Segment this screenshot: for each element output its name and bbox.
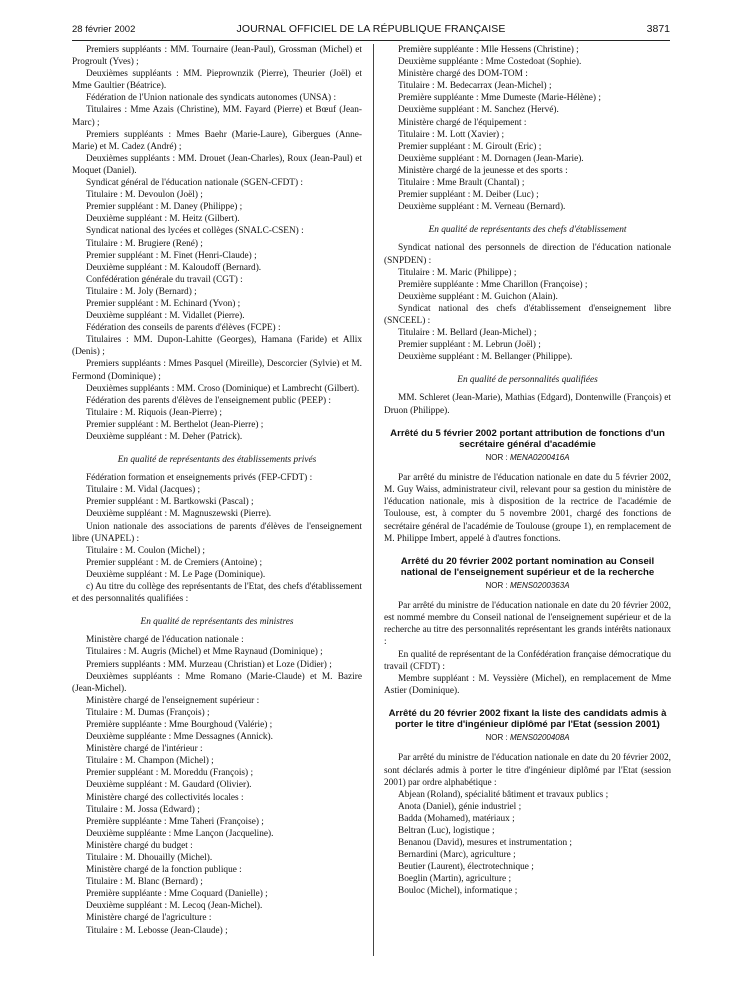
- text-line: Ministère chargé de l'agriculture :: [86, 913, 212, 924]
- text-line: Deuxième suppléant : M. Kaloudoff (Bernard).: [86, 262, 262, 273]
- text-line: Titulaire : M. Bellard (Jean-Michel) ;: [398, 328, 537, 339]
- text-line: Fédération des conseils de parents d'élèves (FCPE) :: [86, 323, 281, 334]
- text-line: c) Au titre du collège des représentants de l'Etat, des chefs d'établissement et des personnalités qualifiées :: [72, 582, 362, 605]
- text-line: Titulaire : M. Jossa (Edward) ;: [86, 804, 200, 815]
- nor-label: NOR :: [485, 581, 508, 591]
- text-line: Premier suppléant : M. de Cremiers (Antoine) ;: [86, 557, 263, 568]
- text-line: Premiers suppléants : MM. Murzeau (Christian) et Loze (Didier) ;: [86, 659, 332, 670]
- text-line: Fédération formation et enseignements privés (FEP-CFDT) :: [86, 473, 313, 484]
- text-line: Première suppléante : Mlle Hessens (Christine) ;: [398, 45, 579, 55]
- list-item: Anota (Daniel), génie industriel ;: [398, 801, 522, 812]
- text-line: Fédération des parents d'élèves de l'enseignement public (PEEP) :: [86, 395, 332, 406]
- nor-reference: [384, 732, 671, 744]
- nor-code: MENS0200408A: [509, 733, 570, 743]
- arrete-paragraph: Par arrêté du ministre de l'éducation nationale en date du 20 février 2002, est nommé membre du Conseil national de l'enseignement supérieur et de la recherche au titre des personnalités représentant les grands intérêts nationaux :: [384, 601, 671, 648]
- text-line: Ministère chargé du budget :: [86, 840, 193, 851]
- nor-code: MENA0200416A: [509, 453, 570, 463]
- text-line: Ministère chargé des collectivités locales :: [86, 792, 244, 803]
- text-line: Titulaire : M. Lebosse (Jean-Claude) ;: [86, 925, 228, 936]
- list-item: Boeglin (Martin), agriculture ;: [398, 874, 512, 885]
- nor-label: NOR :: [485, 733, 508, 743]
- arrete-paragraph: En qualité de représentant de la Confédération française démocratique du travail (CFDT) :: [384, 649, 671, 672]
- arrete-paragraph: Membre suppléant : M. Veyssière (Michel), en remplacement de Mme Astier (Dominique).: [384, 673, 671, 696]
- right-column: [384, 44, 671, 898]
- text-line: Deuxième suppléant : M. Deher (Patrick).: [86, 432, 243, 442]
- text-line: Première suppléante : Mme Coquard (Danielle) ;: [86, 889, 268, 900]
- text-line: Titulaire : M. Maric (Philippe) ;: [398, 267, 517, 278]
- list-item: Beltran (Luc), logistique ;: [398, 826, 495, 836]
- text-line: Titulaire : M. Blanc (Bernard) ;: [86, 877, 203, 888]
- text-line: Premier suppléant : M. Lebrun (Joël) ;: [398, 340, 541, 351]
- text-line: Syndicat général de l'éducation nationale (SGEN-CFDT) :: [86, 178, 303, 189]
- arrete-title: Arrêté du 5 février 2002 portant attribution de fonctions d'un secrétaire général d'académie: [390, 427, 665, 450]
- text-line: Deuxième suppléant : M. Guichon (Alain).: [398, 291, 558, 302]
- text-line: Titulaire : M. Riquois (Jean-Pierre) ;: [86, 407, 222, 418]
- text-line: Union nationale des associations de parents d'élèves de l'enseignement libre (UNAPEL) :: [72, 521, 362, 544]
- text-line: Première suppléante : Mme Bourghoud (Valérie) ;: [86, 719, 273, 730]
- text-line: Confédération générale du travail (CGT) :: [86, 274, 243, 285]
- text-line: Deuxième suppléant : M. Sanchez (Hervé).: [398, 105, 559, 116]
- left-column: [72, 44, 362, 937]
- text-line: Deuxième suppléant : M. Magnuszewski (Pierre).: [86, 509, 272, 520]
- text-line: Deuxièmes suppléants : MM. Croso (Dominique) et Lambrecht (Gilbert).: [86, 383, 360, 394]
- column-divider: [373, 44, 374, 956]
- page-header: [72, 22, 670, 38]
- list-item: Benanou (David), mesures et instrumentation ;: [398, 838, 573, 849]
- text-line: Premier suppléant : M. Bartkowski (Pascal) ;: [86, 497, 254, 508]
- header-rule: [72, 40, 670, 41]
- text-line: Deuxième suppléant : M. Dornagen (Jean-Marie).: [398, 153, 584, 164]
- text-line: Deuxièmes suppléants : Mme Romano (Marie-Claude) et M. Bazire (Jean-Michel).: [72, 671, 362, 694]
- text-line: Premier suppléant : M. Deiber (Luc) ;: [398, 190, 539, 201]
- text-line: Premier suppléant : M. Berthelot (Jean-Pierre) ;: [86, 419, 264, 430]
- text-line: Titulaire : M. Vidal (Jacques) ;: [86, 485, 201, 496]
- text-line: Deuxième suppléant : M. Gaudard (Olivier).: [86, 780, 252, 791]
- text-line: Titulaires : Mme Azais (Christine), MM. Fayard (Pierre) et Bœuf (Jean-Marc) ;: [72, 105, 362, 128]
- text-line: Fédération de l'Union nationale des syndicats autonomes (UNSA) :: [86, 93, 337, 104]
- text-line: Premier suppléant : M. Giroult (Eric) ;: [398, 141, 542, 152]
- text-line: Deuxièmes suppléants : MM. Drouet (Jean-Charles), Roux (Jean-Paul) et Moquet (Daniel).: [72, 153, 362, 176]
- text-line: Titulaire : M. Devoulon (Joël) ;: [86, 190, 203, 201]
- text-line: MM. Schleret (Jean-Marie), Mathias (Edgard), Dontenwille (François) et Druon (Philippe).: [384, 393, 671, 416]
- text-line: Titulaire : M. Joly (Bernard) ;: [86, 286, 197, 297]
- text-line: Titulaire : M. Lott (Xavier) ;: [398, 129, 505, 140]
- list-item: Bernardini (Marc), agriculture ;: [398, 850, 516, 861]
- text-line: Deuxièmes suppléants : MM. Pieprownzik (Pierre), Theurier (Joël) et Mme Gaultier (Béatrice).: [72, 69, 362, 92]
- text-line: Ministère chargé de la jeunesse et des sports :: [398, 165, 568, 176]
- text-line: Deuxième suppléante : Mme Costedoat (Sophie).: [398, 57, 582, 68]
- text-line: Titulaire : M. Dumas (François) ;: [86, 707, 210, 718]
- nor-reference: [384, 452, 671, 464]
- text-line: Deuxième suppléant : M. Le Page (Dominique).: [86, 569, 266, 580]
- arrete-title: Arrêté du 20 février 2002 portant nomination au Conseil national de l'enseignement supérieur et de la recherche: [400, 555, 655, 578]
- section-heading-personnalites: En qualité de personnalités qualifiées: [457, 375, 598, 386]
- text-line: Titulaires : M. Augris (Michel) et Mme Raynaud (Dominique) ;: [86, 647, 323, 658]
- text-line: Syndicat national des personnels de direction de l'éducation nationale (SNPDEN) :: [384, 243, 671, 266]
- text-line: Ministère chargé de l'intérieur :: [86, 744, 203, 755]
- text-line: Titulaires : MM. Dupon-Lahitte (Georges), Hamana (Faride) et Allix (Denis) ;: [72, 335, 362, 358]
- nor-label: NOR :: [485, 453, 508, 463]
- text-line: Premiers suppléants : Mmes Pasquel (Mireille), Descorcier (Sylvie) et M. Fermond (Dominique) ;: [72, 359, 362, 382]
- text-line: Deuxième suppléant : M. Vidallet (Pierre).: [86, 311, 245, 322]
- nor-code: MENS0200363A: [509, 581, 570, 591]
- text-line: Titulaire : M. Brugiere (René) ;: [86, 238, 203, 249]
- list-item: Badda (Mohamed), matériaux ;: [398, 813, 515, 824]
- text-line: Premier suppléant : M. Echinard (Yvon) ;: [86, 298, 241, 309]
- page-number: 3871: [646, 23, 670, 35]
- text-line: Ministère chargé des DOM-TOM :: [398, 69, 528, 80]
- text-line: Premiers suppléants : Mmes Baehr (Marie-Laure), Gibergues (Anne-Marie) et M. Cadez (André) ;: [72, 129, 362, 152]
- text-line: Deuxième suppléant : M. Bellanger (Philippe).: [398, 352, 573, 363]
- text-line: Titulaire : M. Champon (Michel) ;: [86, 756, 214, 767]
- section-heading-ministres: En qualité de représentants des ministres: [140, 617, 294, 628]
- text-line: Premiers suppléants : MM. Tournaire (Jean-Paul), Grossman (Michel) et Progroult (Yves) ;: [72, 45, 362, 68]
- text-line: Deuxième suppléant : M. Heitz (Gilbert).: [86, 214, 240, 225]
- text-line: Première suppléante : Mme Taheri (Françoise) ;: [86, 816, 264, 827]
- text-line: Premier suppléant : M. Daney (Philippe) ;: [86, 202, 243, 213]
- list-item: Abjean (Roland), spécialité bâtiment et travaux publics ;: [398, 789, 609, 800]
- nor-reference: [384, 580, 671, 592]
- text-line: Syndicat national des chefs d'établissement d'enseignement libre (SNCEEL) :: [384, 303, 671, 326]
- text-line: Ministère chargé de l'équipement :: [398, 117, 527, 128]
- text-line: Titulaire : M. Dhouailly (Michel).: [86, 853, 213, 863]
- arrete-paragraph: Par arrêté du ministre de l'éducation nationale en date du 20 février 2002, sont déclarés admis à porter le titre d'ingénieur diplômé par l'Etat (session 2001) par ordre alphabétique :: [384, 753, 671, 788]
- text-line: Titulaire : M. Bedecarrax (Jean-Michel) ;: [398, 81, 552, 92]
- section-heading-chefs: En qualité de représentants des chefs d'établissement: [428, 225, 627, 236]
- text-line: Deuxième suppléant : M. Verneau (Bernard).: [398, 202, 566, 213]
- list-item: Beutier (Laurent), électrotechnique ;: [398, 862, 534, 873]
- text-line: Ministère chargé de la fonction publique :: [86, 865, 242, 876]
- text-line: Deuxième suppléante : Mme Lançon (Jacqueline).: [86, 828, 274, 839]
- text-line: Deuxième suppléant : M. Lecoq (Jean-Michel).: [86, 901, 263, 912]
- arrete-title: Arrêté du 20 février 2002 fixant la liste des candidats admis à porter le titre d'ingénieur diplômé par l'Etat (session 2001): [388, 707, 667, 731]
- text-line: Première suppléante : Mme Charillon (Françoise) ;: [398, 279, 588, 290]
- list-item: Bouloc (Michel), informatique ;: [398, 886, 518, 897]
- journal-title: JOURNAL OFFICIEL DE LA RÉPUBLIQUE FRANÇAISE: [236, 23, 506, 35]
- text-line: Premier suppléant : M. Finet (Henri-Claude) ;: [86, 250, 257, 261]
- text-line: Ministère chargé de l'enseignement supérieur :: [86, 695, 260, 706]
- arrete-paragraph: Par arrêté du ministre de l'éducation nationale en date du 5 février 2002, M. Guy Waiss, administrateur civil, relevant pour sa gestion du ministère de l'éducation nationale, mis à disposition de la rectrice de l'académie de Toulouse, est, à compter du 5 novembre 2001, chargé des fonctions de secrétaire général de l'académie de Toulouse (groupe 1), en remplacement de M. Philippe Imbert, appelé à d'autres fonctions.: [384, 473, 671, 544]
- text-line: Deuxième suppléante : Mme Dessagnes (Annick).: [86, 732, 273, 743]
- text-line: Premier suppléant : M. Moreddu (François) ;: [86, 768, 254, 779]
- text-line: Syndicat national des lycées et collèges (SNALC-CSEN) :: [86, 226, 304, 237]
- text-line: Titulaire : M. Coulon (Michel) ;: [86, 545, 205, 556]
- text-line: Titulaire : Mme Brault (Chantal) ;: [398, 178, 525, 189]
- text-line: Première suppléante : Mme Dumeste (Marie-Hélène) ;: [398, 93, 601, 104]
- text-line: Ministère chargé de l'éducation nationale :: [86, 635, 244, 646]
- header-date: 28 février 2002: [72, 24, 136, 35]
- section-heading-prives: En qualité de représentants des établissements privés: [117, 455, 317, 466]
